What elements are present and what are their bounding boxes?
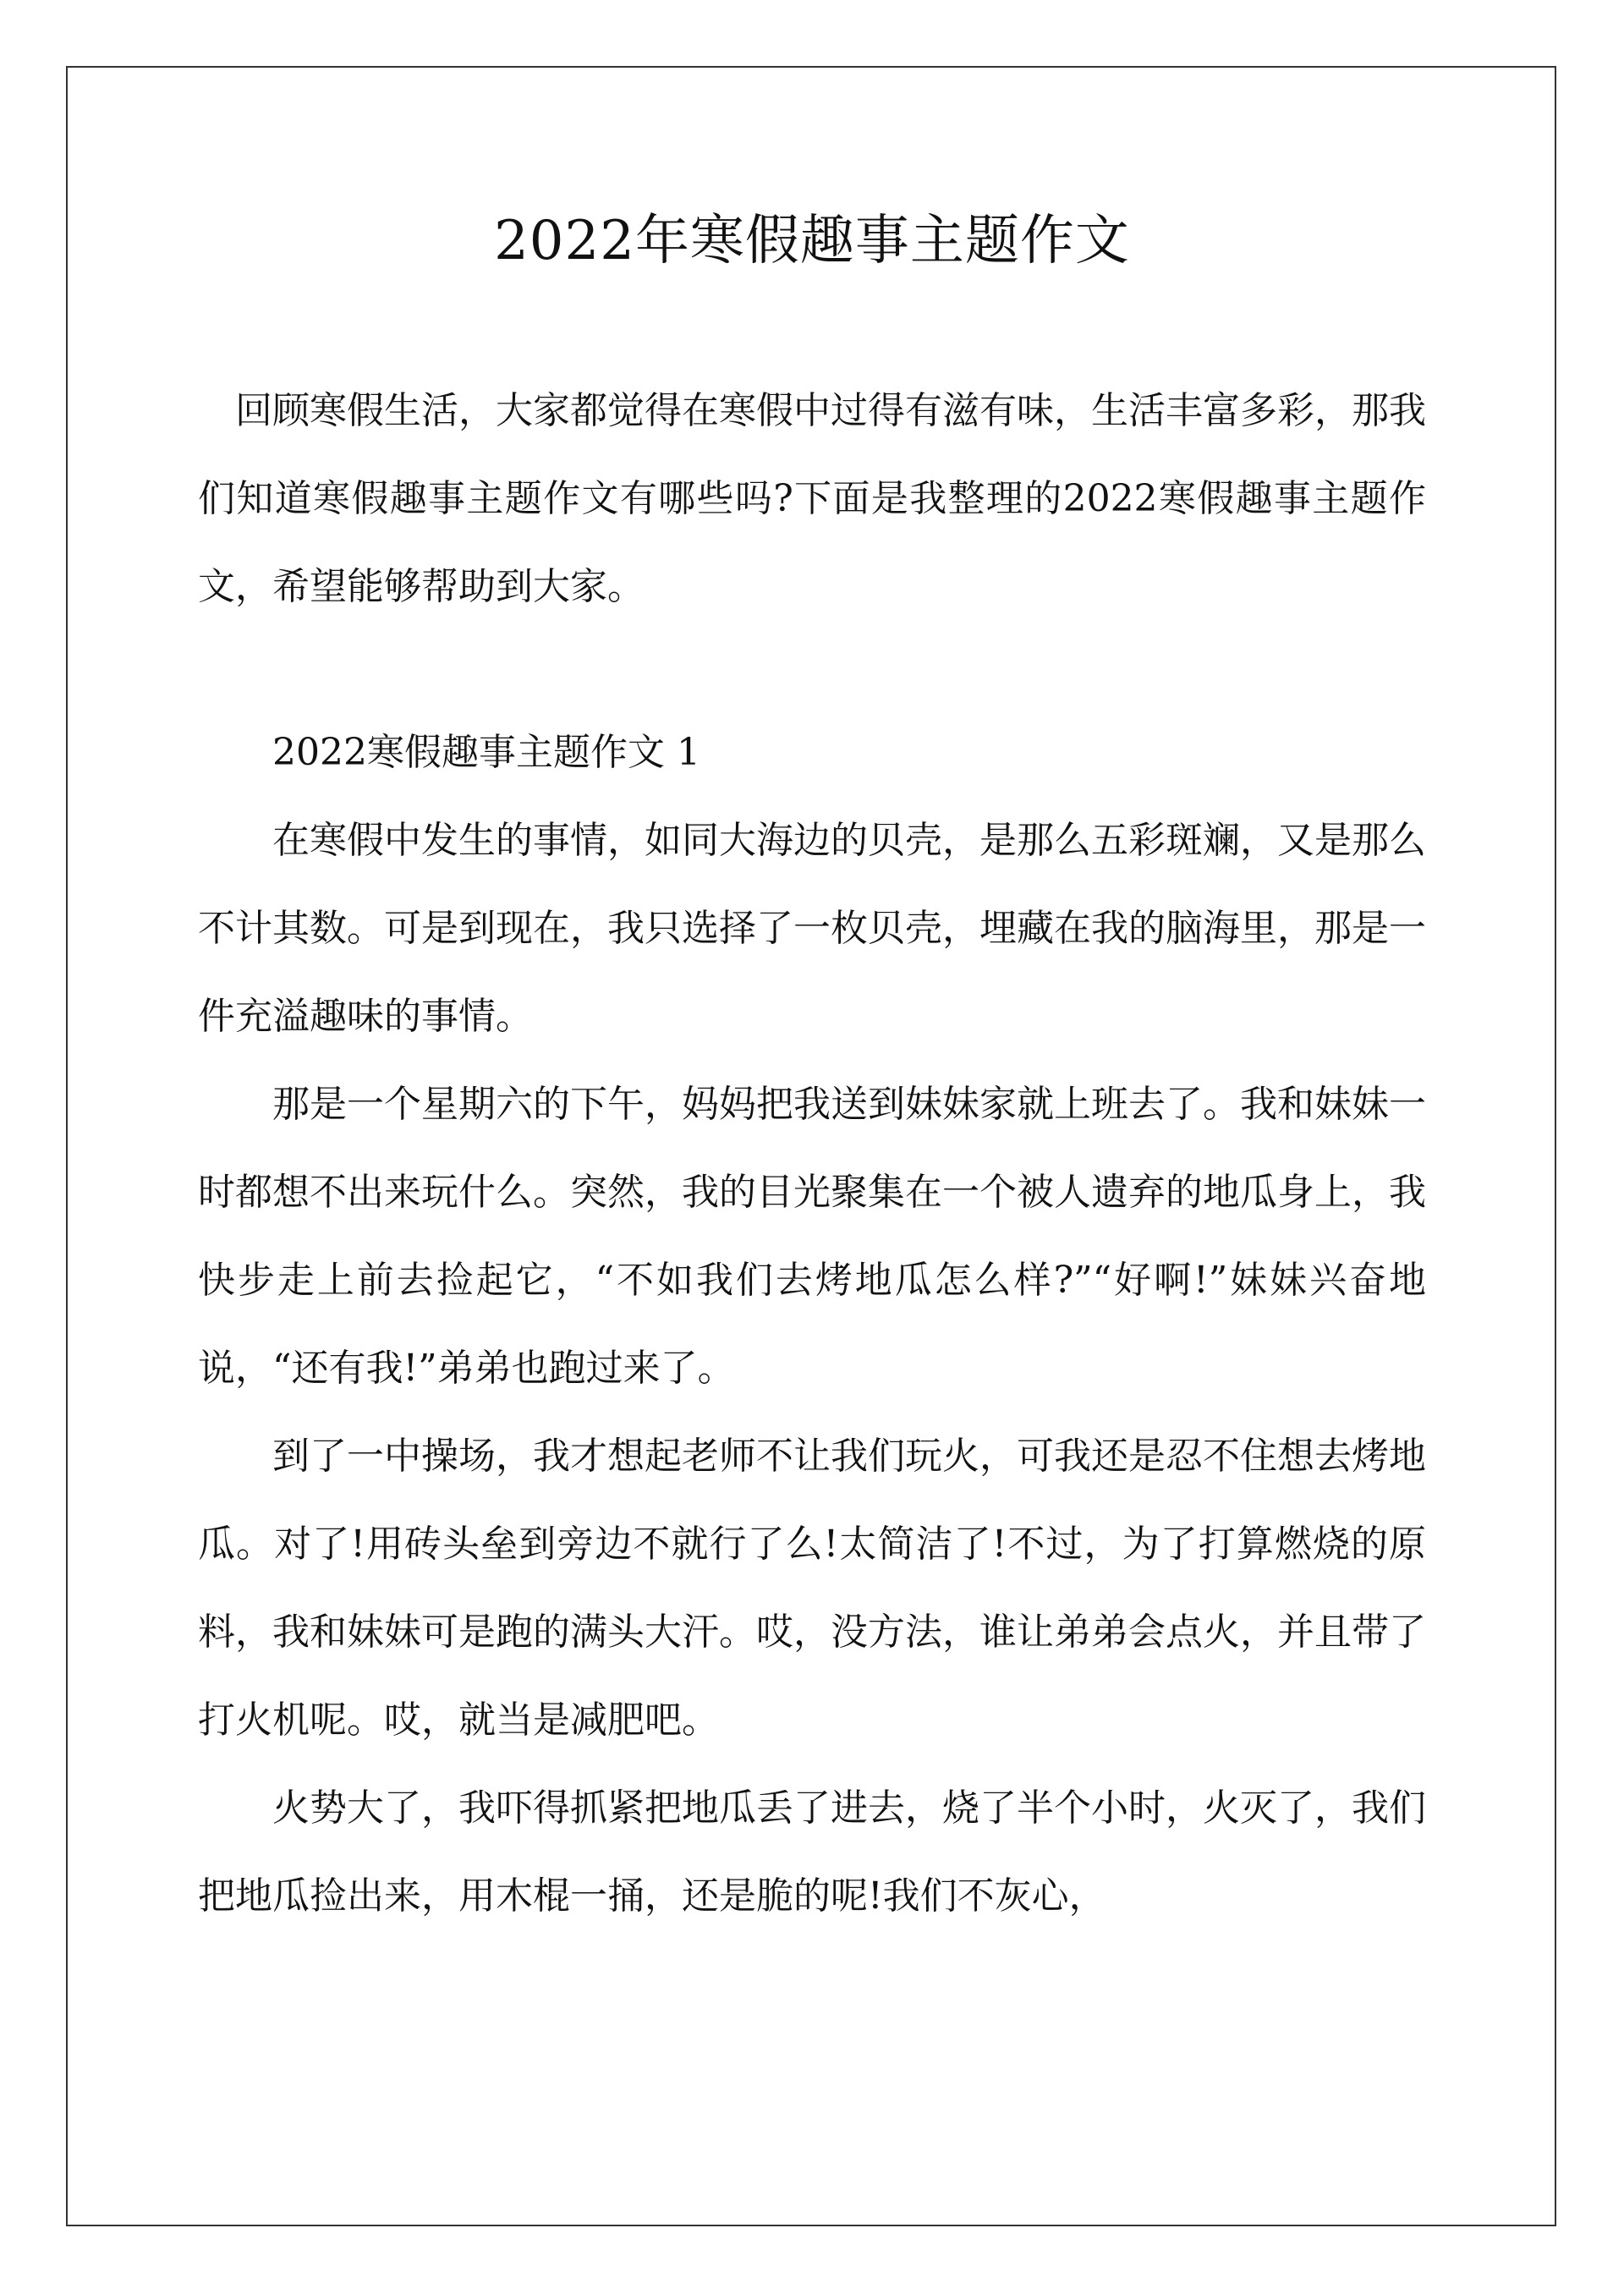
- body-paragraph: 火势大了，我吓得抓紧把地瓜丢了进去，烧了半个小时，火灭了，我们把地瓜捡出来，用木棍一捅，还是脆的呢!我们不灰心，: [198, 1786, 1426, 1918]
- body-paragraph: 在寒假中发生的事情，如同大海边的贝壳，是那么五彩斑斓，又是那么不计其数。可是到现在，我只选择了一枚贝壳，埋藏在我的脑海里，那是一件充溢趣味的事情。: [198, 819, 1426, 1038]
- body-paragraph: 到了一中操场，我才想起老师不让我们玩火，可我还是忍不住想去烤地瓜。对了!用砖头垒到旁边不就行了么!太简洁了!不过，为了打算燃烧的原料，我和妹妹可是跑的满头大汗。哎，没方法，谁让弟弟会点火，并且带了打火机呢。哎，就当是减肥吧。: [198, 1435, 1426, 1742]
- intro-paragraph: 回顾寒假生活，大家都觉得在寒假中过得有滋有味，生活丰富多彩，那我们知道寒假趣事主题作文有哪些吗?下面是我整理的2022寒假趣事主题作文，希望能够帮助到大家。: [198, 389, 1426, 608]
- document-title: 2022年寒假趣事主题作文: [494, 210, 1130, 272]
- section-heading: 2022寒假趣事主题作文 1: [272, 731, 700, 774]
- essay-section: [198, 709, 1426, 1940]
- body-paragraph: 那是一个星期六的下午，妈妈把我送到妹妹家就上班去了。我和妹妹一时都想不出来玩什么。突然，我的目光聚集在一个被人遗弃的地瓜身上，我快步走上前去捡起它，“不如我们去烤地瓜怎么样?”“好啊!”妹妹兴奋地说，“还有我!”弟弟也跑过来了。: [198, 1083, 1426, 1390]
